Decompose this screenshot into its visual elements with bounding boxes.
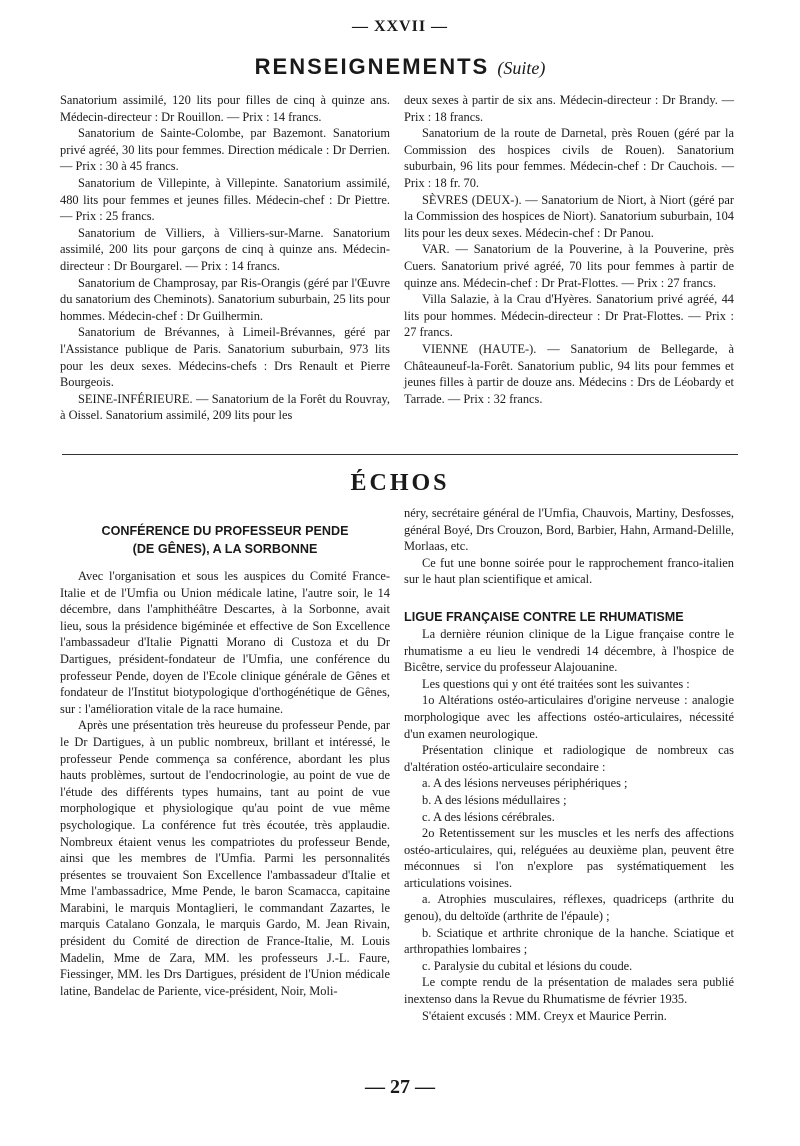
paragraph: Sanatorium de Brévannes, à Limeil-Brévannes, géré par l'Assistance publique de Paris. Sanatorium suburbain, 973 lits pour les deux sexes. Médecins-chefs : Drs Renault et Pierre Bourgeois.: [60, 325, 390, 390]
paragraph: VAR. — Sanatorium de la Pouverine, à la Pouverine, près Cuers. Sanatorium privé agréé, 70 lits pour femmes à partir de quinze ans. Médecin-chef : Dr Prat-Flottes. — Prix : 27 francs.: [404, 242, 734, 290]
paragraph: SEINE-INFÉRIEURE. — Sanatorium de la Forêt du Rouvray, à Oissel. Sanatorium assimilé, 209 lits pour les: [60, 391, 390, 423]
echos-title: ÉCHOS: [350, 470, 450, 496]
renseignements-right-column: [404, 92, 734, 407]
paragraph: Sanatorium de Champrosay, par Ris-Orangis (géré par l'Œuvre du sanatorium des Cheminots). Sanatorium suburbain, 25 lits pour hommes. Médecin-chef : Dr Guilhermin.: [60, 275, 390, 323]
paragraph: 2o Retentissement sur les muscles et les nerfs des affections ostéo-articulaires, qui, reléguées au deuxième plan, peuvent être méconnues si l'on n'explore pas systématiquement les articulations voisines.: [404, 826, 734, 890]
list-item: b. A des lésions médullaires ;: [422, 792, 567, 807]
rhumatisme-heading: LIGUE FRANÇAISE CONTRE LE RHUMATISME: [404, 610, 684, 624]
pende-heading: [60, 522, 390, 558]
paragraph: S'étaient excusés : MM. Creyx et Maurice Perrin.: [422, 1008, 667, 1023]
paragraph: SÈVRES (DEUX-). — Sanatorium de Niort, à Niort (géré par la Commission des hospices de Niort). Sanatorium suburbain, 104 lits pour les deux sexes. Médecin-chef : Dr Panou.: [404, 192, 734, 240]
renseignements-left-column: [60, 92, 390, 424]
paragraph: Les questions qui y ont été traitées sont les suivantes :: [422, 676, 690, 691]
paragraph: Sanatorium de Villiers, à Villiers-sur-Marne. Sanatorium assimilé, 200 lits pour garçons de cinq à quinze ans. Médecin-directeur : Dr Bourgarel. — Prix : 14 francs.: [60, 225, 390, 273]
paragraph: 1o Altérations ostéo-articulaires d'origine nerveuse : analogie morphologique avec les affections ostéo-articulaires, nécessité d'un examen neurologique.: [404, 693, 734, 741]
section-divider: [62, 454, 738, 455]
pende-heading-line2: (DE GÊNES), A LA SORBONNE: [132, 542, 318, 556]
list-item: c. Paralysie du cubital et lésions du coude.: [422, 958, 633, 973]
section-title: [0, 54, 800, 80]
paragraph: Villa Salazie, à la Crau d'Hyères. Sanatorium privé agréé, 44 lits pour hommes. Médecin-directeur : Dr Prat-Flottes. — Prix : 27 francs.: [404, 292, 734, 340]
paragraph: Présentation clinique et radiologique de nombreux cas d'altération ostéo-articulaire secondaire :: [404, 743, 734, 774]
pende-heading-line1: CONFÉRENCE DU PROFESSEUR PENDE: [101, 524, 349, 538]
paragraph: Le compte rendu de la présentation de malades sera publié inextenso dans la Revue du Rhumatisme de février 1935.: [404, 975, 734, 1007]
list-item: a. Atrophies musculaires, réflexes, quadriceps (arthrite du genou), du deltoïde (arthrite de l'épaule) ;: [404, 892, 734, 924]
echos-left-column: [60, 568, 390, 999]
paragraph: Sanatorium de Villepinte, à Villepinte. Sanatorium assimilé, 480 lits pour femmes et jeunes filles. Médecin-chef : Dr Piettre. — Prix : 25 francs.: [60, 175, 390, 224]
paragraph: VIENNE (HAUTE-). — Sanatorium de Bellegarde, à Châteauneuf-la-Forêt. Sanatorium public, 94 lits pour femmes et jeunes filles à partir de douze ans. Médecins : Drs de Léobardy et Tarrade. — Prix : 32 francs.: [404, 341, 734, 406]
section-title-suite: (Suite): [497, 58, 546, 78]
paragraph: deux sexes à partir de six ans. Médecin-directeur : Dr Brandy. — Prix : 18 francs.: [404, 93, 734, 124]
paragraph: Sanatorium de la route de Darnetal, près Rouen (géré par la Commission des hospices civils de Rouen). Sanatorium suburbain, 96 lits pour femmes. Médecin-chef : Dr Cauchois. — Prix : 18 fr. 70.: [404, 126, 734, 190]
paragraph: néry, secrétaire général de l'Umfia, Chauvois, Martiny, Desfosses, général Boyé, Drs Crouzon, Bord, Barbier, Hahn, Armand-Delille, Morlaas, etc.: [404, 506, 734, 554]
list-item: c. A des lésions cérébrales.: [422, 809, 555, 824]
paragraph: La dernière réunion clinique de la Ligue française contre le rhumatisme a eu lieu le vendredi 14 décembre, à l'hospice de Bicêtre, service du professeur Alajouanine.: [404, 626, 734, 675]
echos-right-column: [404, 505, 734, 1024]
list-item: a. A des lésions nerveuses périphériques ;: [422, 776, 628, 791]
paragraph: Avec l'organisation et sous les auspices du Comité France-Italie et de l'Umfia ou Union médicale latine, l'autre soir, le 14 décembre, dans l'amphithéâtre Descartes, à la Sorbonne, avait lieu, sous la présidence bigéminée et effective de Son Excellence l'ambassadeur d'Italie Pignatti Morano di Custoza et du Dr Dartigues, président-fondateur de l'Umfia, une conférence du professeur Pende, doyen de l'Ecole clinique générale de Gênes et fondateur de l'Institut biotypologique d'orthogénétique de Gênes, sur : l'amélioration vitale de la race humaine.: [60, 569, 390, 716]
paragraph: Ce fut une bonne soirée pour le rapprochement franco-italien sur le haut plan scientifique et amical.: [404, 555, 734, 587]
page-number: — 27 —: [365, 1076, 435, 1098]
paragraph: Après une présentation très heureuse du professeur Pende, par le Dr Dartigues, à un public nombreux, brillant et intéressé, le professeur Pende commença sa conférence, abordant les plus hauts problèmes, surtout de l'endocrinologie, au point de vue de l'étude des différents types humains, tant au point de vue morphologique et physiologique qu'au point de vue même psychologique. La conférence fut très écoutée, très applaudie. Nombreux étaient venus les compatriotes du professeur Bende, ainsi que les membres de l'Umfia. Parmi les personnalités présentes se trouvaient Son Excellence l'ambassadeur d'Italie et Mme l'ambassadrice, Mme Pende, le baron Scamacca, capitaine Marabini, le marquis Montaglieri, le commandant Zazartes, le marquis Catalano Gonzala, le marquis Gardo, M. Jean Rivain, président du Comité de direction de France-Italie, M. Louis Madelin, Mme de Zara, MM. les professeurs J.-L. Faure, Fiessinger, MM. les Drs Dartigues, président de l'Union médicale latine, Bandelac de Pariente, vice-président, Noir, Moli-: [60, 718, 390, 998]
paragraph: Sanatorium assimilé, 120 lits pour filles de cinq à quinze ans. Médecin-directeur : Dr Rouillon. — Prix : 14 francs.: [60, 93, 390, 124]
section-title-text: RENSEIGNEMENTS: [254, 54, 490, 79]
list-item: b. Sciatique et arthrite chronique de la hanche. Sciatique et arthropathies lombaires ;: [404, 925, 734, 957]
paragraph: Sanatorium de Sainte-Colombe, par Bazemont. Sanatorium privé agréé, 30 lits pour femmes. Direction médicale : Dr Derrien. — Prix : 30 à 45 francs.: [60, 126, 390, 174]
running-head: — XXVII —: [351, 18, 449, 35]
